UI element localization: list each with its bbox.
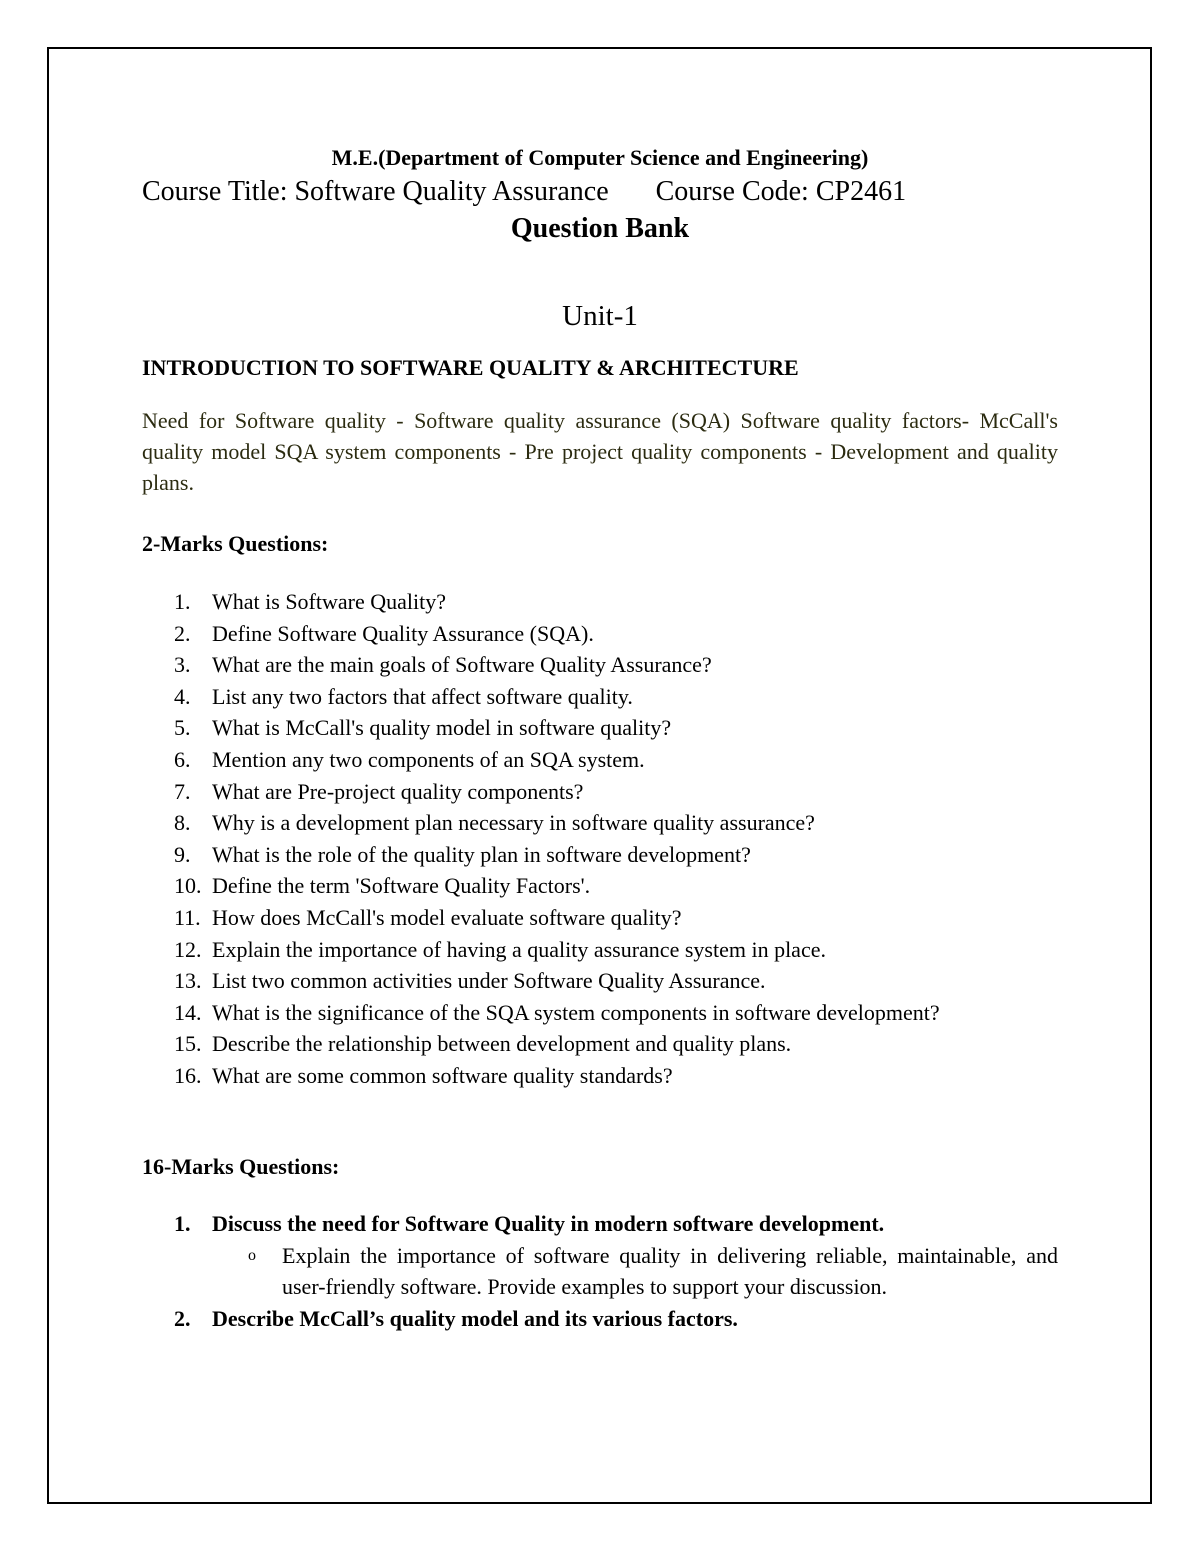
question-text: What are the main goals of Software Quality Assurance? [212, 652, 712, 678]
department-heading: M.E.(Department of Computer Science and Engineering) [331, 145, 869, 170]
question-item [142, 1060, 1058, 1092]
sub-question-list [212, 1240, 1058, 1303]
question-number: 9. [174, 841, 191, 867]
question-text: How does McCall's model evaluate software quality? [212, 904, 682, 930]
sixteen-marks-title: 16-Marks Questions: [142, 1154, 340, 1179]
question-number: 4. [174, 683, 191, 709]
question-number: 3. [174, 652, 191, 678]
unit-heading: INTRODUCTION TO SOFTWARE QUALITY & ARCHITECTURE [142, 355, 799, 380]
sub-question-text: Explain the importance of software quality in delivering reliable, maintainable, and user-friendly software. Provide examples to support your discussion. [282, 1242, 1058, 1300]
question-item [142, 618, 1058, 650]
course-title: Course Title: Software Quality Assurance [142, 176, 609, 207]
question-item [142, 870, 1058, 902]
question-number: 5. [174, 715, 191, 741]
course-code: Course Code: CP2461 [655, 176, 907, 207]
question-text: Define the term 'Software Quality Factors'. [212, 873, 591, 899]
question-item [142, 1028, 1058, 1060]
question-item [142, 902, 1058, 934]
question-number: 13. [174, 968, 202, 994]
question-number: 8. [174, 810, 191, 836]
unit-syllabus: Need for Software quality - Software quality assurance (SQA) Software quality factors- McCall's quality model SQA system components - Pre project quality components - Development and quality plans. [142, 408, 1058, 495]
question-item [142, 776, 1058, 808]
question-number: 2. [174, 620, 191, 646]
question-number: 10. [174, 873, 202, 899]
question-text: Discuss the need for Software Quality in modern software development. [212, 1211, 885, 1236]
question-item [142, 681, 1058, 713]
question-text: What are Pre-project quality components? [212, 778, 584, 804]
unit-label: Unit-1 [562, 300, 638, 332]
question-item [142, 839, 1058, 871]
question-text: Mention any two components of an SQA system. [212, 746, 645, 772]
sub-question-item [212, 1240, 1058, 1303]
question-text: Describe the relationship between development and quality plans. [212, 1031, 792, 1057]
two-marks-title: 2-Marks Questions: [142, 531, 329, 556]
two-marks-question-list [142, 586, 1058, 1092]
question-item [142, 965, 1058, 997]
course-info-line [142, 175, 1058, 209]
question-text: List two common activities under Software Quality Assurance. [212, 968, 766, 994]
question-number: 6. [174, 746, 191, 772]
question-number: 1. [174, 589, 191, 614]
question-text: What is Software Quality? [212, 589, 446, 614]
question-item [142, 586, 1058, 618]
question-text: What is McCall's quality model in software quality? [212, 715, 672, 741]
question-item [142, 934, 1058, 966]
question-text: What are some common software quality standards? [212, 1062, 673, 1088]
question-text: List any two factors that affect software quality. [212, 683, 633, 709]
question-text: Define Software Quality Assurance (SQA). [212, 620, 594, 646]
question-item [142, 807, 1058, 839]
question-number: 14. [174, 999, 202, 1025]
circle-bullet-icon: o [248, 1246, 256, 1264]
question-number: 1. [174, 1211, 191, 1236]
question-text: Describe McCall’s quality model and its various factors. [212, 1305, 738, 1331]
document-title: Question Bank [510, 213, 690, 244]
question-text: What is the significance of the SQA system components in software development? [212, 999, 940, 1025]
question-item [142, 1208, 1058, 1303]
question-text: What is the role of the quality plan in software development? [212, 841, 751, 867]
question-text: Explain the importance of having a quality assurance system in place. [212, 936, 826, 962]
question-item [142, 1303, 1058, 1335]
question-text: Why is a development plan necessary in software quality assurance? [212, 810, 815, 836]
sixteen-marks-question-list [142, 1208, 1058, 1334]
question-item [142, 744, 1058, 776]
question-number: 15. [174, 1031, 202, 1057]
question-item [142, 649, 1058, 681]
question-item [142, 997, 1058, 1029]
question-item [142, 712, 1058, 744]
question-number: 7. [174, 778, 191, 804]
question-number: 2. [174, 1305, 191, 1331]
question-number: 16. [174, 1062, 202, 1088]
question-number: 11. [174, 904, 201, 930]
question-number: 12. [174, 936, 202, 962]
